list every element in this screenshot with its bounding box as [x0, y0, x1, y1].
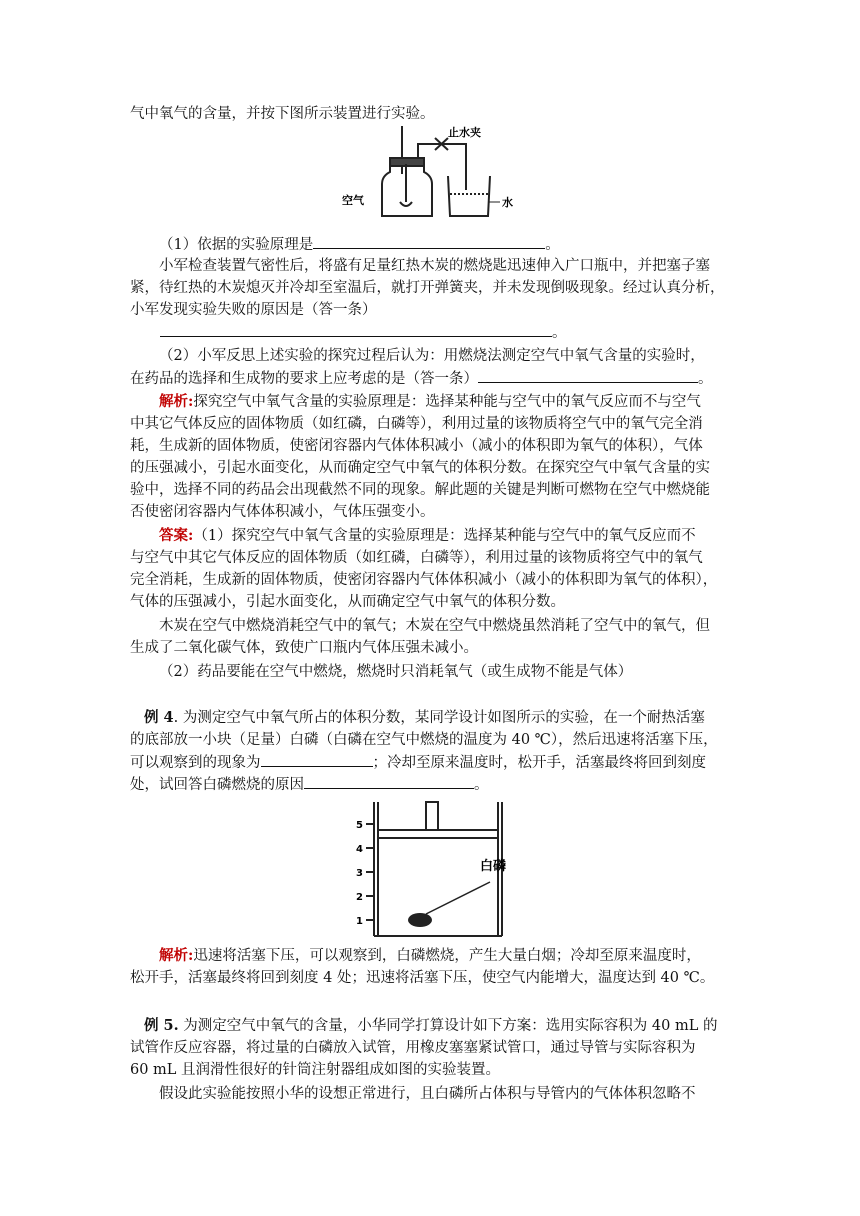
analysis-label: 解析: — [159, 947, 194, 964]
answer-blank-2[interactable] — [160, 322, 552, 337]
answer-blank-5[interactable] — [304, 774, 474, 789]
narrative-line: 紧，待红热的木炭熄灭并冷却至室温后，就打开弹簧夹，并未发现倒吸现象。经过认真分析， — [130, 280, 725, 296]
analysis-1-line: 的压强减小，引起水面变化，从而确定空气中氧气的体积分数。在探究空气中氧气含量的实 — [130, 460, 710, 476]
answer-1-line: 完全消耗，生成新的固体物质，使密闭容器内气体体积减小（减小的体积即为氧气的体积）， — [130, 572, 718, 588]
analysis-2-line: 松开手，活塞最终将回到刻度 4 处；迅速将活塞下压，使空气内能增大，温度达到 40 ℃。 — [130, 970, 715, 986]
apparatus-figure-2 — [330, 796, 530, 942]
tick-label: 5 — [356, 820, 363, 831]
analysis-1-line: 耗，生成新的固体物质，使密闭容器内气体体积减小（减小的体积即为氧气的体积），气体 — [130, 438, 703, 454]
example-5-line: 假设此实验能按照小华的设想正常进行，且白磷所占体积与导管内的气体体积忽略不 — [159, 1086, 696, 1102]
example-5-line: 例 5. 为测定空气中氧气的含量，小华同学打算设计如下方案：选用实际容积为 40 mL 的 — [144, 1017, 718, 1034]
example-5-line: 试管作反应容器，将过量的白磷放入试管，用橡皮塞塞紧试管口，通过导管与实际容积为 — [130, 1040, 696, 1056]
answer-1-line: 生成了二氧化碳气体，致使广口瓶内气体压强未减小。 — [130, 640, 478, 656]
question-1-line: （1）依据的实验原理是 。 — [159, 234, 560, 255]
air-label: 空气 — [342, 194, 364, 207]
example-4-line: 可以观察到的现象为 ；冷却至原来温度时，松开手，活塞最终将回到刻度 — [130, 752, 706, 773]
analysis-2-line: 解析:迅速将活塞下压，可以观察到，白磷燃烧，产生大量白烟；冷却至原来温度时， — [159, 947, 701, 964]
answer-1-line: 答案:（1）探究空气中氧气含量的实验原理是：选择某种能与空气中的氧气反应而不 — [159, 527, 696, 544]
tick-label: 3 — [356, 868, 363, 879]
example-5-label: 例 5. — [144, 1017, 179, 1034]
narrative-line: 小军检查装置气密性后，将盛有足量红热木炭的燃烧匙迅速伸入广口瓶中，并把塞子塞 — [159, 258, 710, 274]
apparatus-figure-1 — [340, 124, 540, 224]
answer-1-line: （2）药品要能在空气中燃烧，燃烧时只消耗氧气（或生成物不能是气体） — [159, 664, 633, 680]
answer-1-line: 木炭在空气中燃烧消耗空气中的氧气；木炭在空气中燃烧虽然消耗了空气中的氧气，但 — [159, 618, 710, 634]
answer-blank-3[interactable] — [478, 368, 698, 383]
water-label: 水 — [502, 196, 513, 209]
tick-label: 2 — [356, 892, 363, 903]
analysis-label: 解析: — [159, 393, 194, 410]
narrative-line: 小军发现实验失败的原因是（答一条） — [130, 302, 377, 318]
analysis-1-line: 中其它气体反应的固体物质（如红磷，白磷等），利用过量的该物质将空气中的氧气完全消 — [130, 416, 703, 432]
tick-label: 1 — [356, 916, 363, 927]
question-2-line: （2）小军反思上述实验的探究过程后认为：用燃烧法测定空气中氧气含量的实验时， — [159, 348, 705, 364]
intro-line: 气中氧气的含量，并按下图所示装置进行实验。 — [130, 106, 435, 122]
answer-blank-4[interactable] — [261, 752, 373, 767]
answer-1-line: 与空气中其它气体反应的固体物质（如红磷，白磷等），利用过量的该物质将空气中的氧气 — [130, 550, 703, 566]
answer-blank-1[interactable] — [313, 234, 545, 249]
question-2-line: 在药品的选择和生成物的要求上应考虑的是（答一条） 。 — [130, 368, 713, 389]
example-4-line: 处，试回答白磷燃烧的原因 。 — [130, 774, 489, 795]
answer-label: 答案: — [159, 527, 194, 544]
tick-label: 4 — [356, 844, 363, 855]
clamp-label: 止水夹 — [448, 126, 481, 139]
example-5-line: 60 mL 且润滑性很好的针筒注射器组成如图的实验装置。 — [130, 1062, 501, 1078]
analysis-1-line: 否使密闭容器内气体体积减小，气体压强变小。 — [130, 504, 435, 520]
answer-1-line: 气体的压强减小，引起水面变化，从而确定空气中氧气的体积分数。 — [130, 594, 565, 610]
analysis-1-line: 验中，选择不同的药品会出现截然不同的现象。解此题的关键是判断可燃物在空气中燃烧能 — [130, 482, 710, 498]
example-4-label: 例 4 — [144, 709, 174, 726]
example-4-line: 例 4. 为测定空气中氧气所占的体积分数，某同学设计如图所示的实验，在一个耐热活塞 — [144, 709, 705, 726]
example-4-line: 的底部放一小块（足量）白磷（白磷在空气中燃烧的温度为 40 ℃），然后迅速将活塞下压， — [130, 732, 718, 748]
analysis-1-line: 解析:探究空气中氧气含量的实验原理是：选择某种能与空气中的氧气反应而不与空气 — [159, 393, 701, 410]
answer-blank-line: 。 — [130, 322, 567, 343]
white-phosphorus-label: 白磷 — [480, 859, 507, 874]
white-phosphorus-blob — [408, 913, 432, 927]
